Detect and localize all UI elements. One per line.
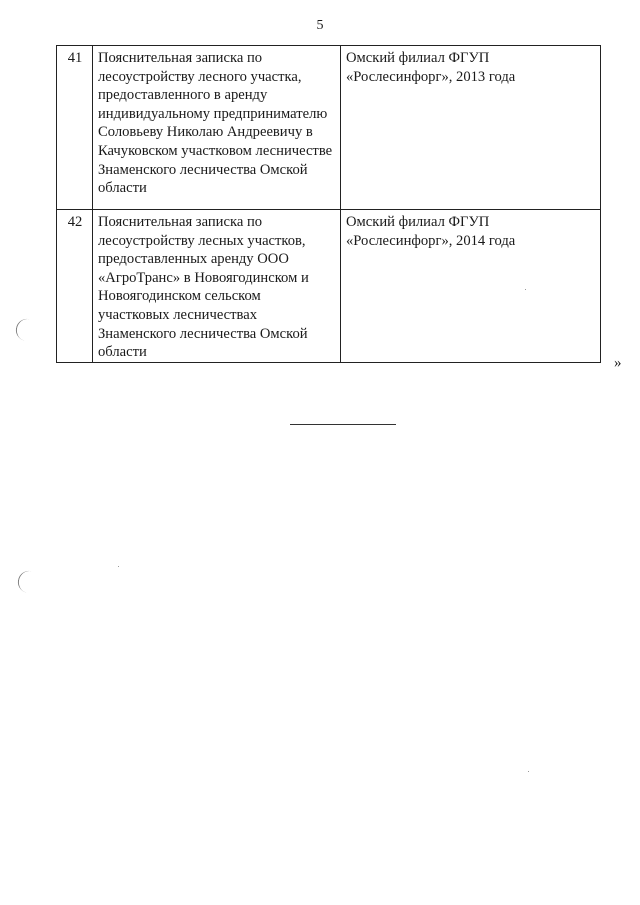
closing-quote: »	[614, 355, 622, 371]
row-number: 42	[57, 210, 93, 363]
scan-speck	[118, 566, 119, 567]
end-separator-line	[290, 424, 396, 425]
registry-table	[56, 45, 601, 363]
document-source: Омский филиал ФГУП «Рослесинфорг», 2014 года	[341, 210, 601, 363]
scan-speck	[528, 771, 529, 772]
scan-speck	[525, 289, 526, 290]
table-row	[57, 46, 601, 210]
row-number: 41	[57, 46, 93, 210]
punch-hole-mark	[14, 317, 31, 341]
document-title: Пояснительная записка по лесоустройству лесного участка, предоставленного в аренду индивидуальному предпринимателю Соловьеву Николаю Андреевичу в Качуковском участковом лесничестве Знаменского лесничества Омской области	[93, 46, 341, 210]
page-number: 5	[316, 18, 324, 33]
table-row	[57, 210, 601, 363]
document-source: Омский филиал ФГУП «Рослесинфорг», 2013 года	[341, 46, 601, 210]
document-title: Пояснительная записка по лесоустройству лесных участков, предоставленных аренду ООО «АгроТранс» в Новоягодинском и Новоягодинском сельском участковых лесничествах Знаменского лесничества Омской области	[93, 210, 341, 363]
punch-hole-mark	[16, 569, 33, 593]
